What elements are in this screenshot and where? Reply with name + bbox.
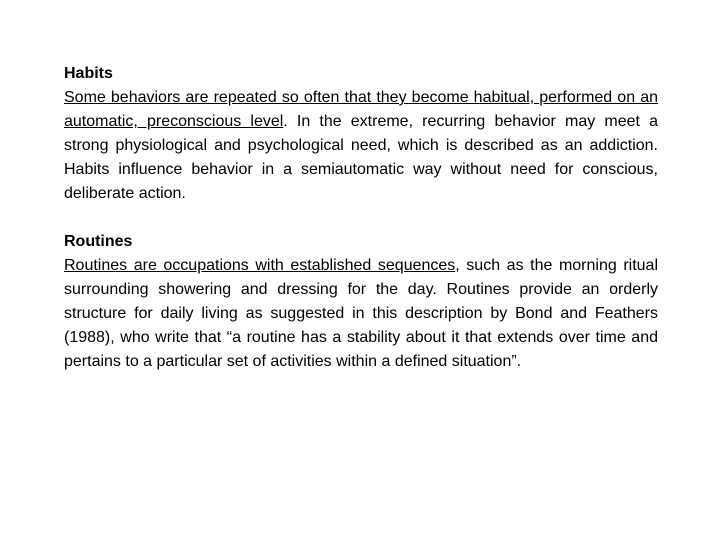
habits-underlined-text: Some behaviors are repeated so often that they become habitual, performed on an automatic, preconscious level: [64, 89, 658, 130]
routines-body-text: , such as the morning ritual surrounding showering and dressing for the day. Routines provide an orderly structure for daily living as suggested in this description by Bond and Feathers (1988), who write that “a routine has a stability about it that extends over time and pertains to a particular set of activities within a defined situation”.: [64, 257, 659, 370]
habits-paragraph: [64, 86, 658, 206]
habits-body-text: . In the extreme, recurring behavior may meet a strong physiological and psychological need, which is described as an addiction. Habits influence behavior in a semiautomatic way without need for conscious, deliberate action.: [64, 113, 658, 202]
routines-underlined-text: Routines are occupations with established sequences: [64, 257, 456, 274]
slide-content: [64, 62, 658, 374]
habits-heading: Habits: [64, 65, 113, 82]
section-spacer: [64, 206, 658, 230]
routines-paragraph: [64, 254, 658, 374]
routines-heading: Routines: [64, 233, 133, 250]
